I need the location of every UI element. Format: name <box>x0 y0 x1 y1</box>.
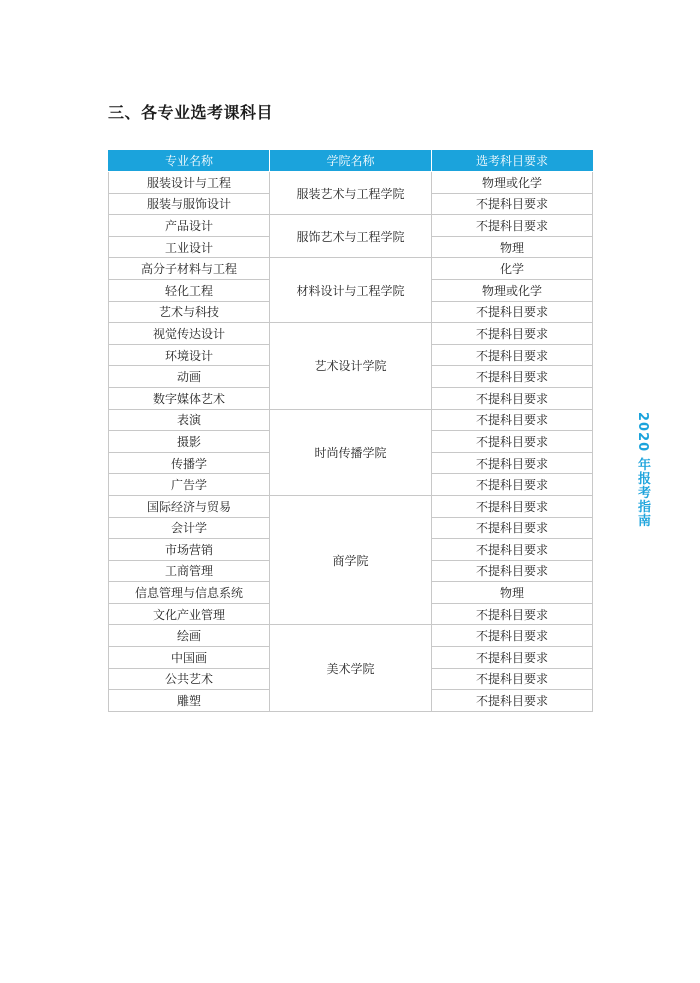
requirement-cell: 不提科目要求 <box>432 495 593 517</box>
major-cell: 服装设计与工程 <box>109 172 270 194</box>
requirement-cell: 不提科目要求 <box>432 690 593 712</box>
header-college: 学院名称 <box>270 150 432 172</box>
college-cell: 材料设计与工程学院 <box>270 258 432 323</box>
requirement-cell: 不提科目要求 <box>432 668 593 690</box>
major-cell: 文化产业管理 <box>109 603 270 625</box>
subject-requirements-table <box>108 150 593 712</box>
requirement-cell: 不提科目要求 <box>432 474 593 496</box>
table-header-row <box>109 150 593 172</box>
requirement-cell: 不提科目要求 <box>432 387 593 409</box>
major-cell: 雕塑 <box>109 690 270 712</box>
requirement-cell: 不提科目要求 <box>432 193 593 215</box>
section-title: 三、各专业选考课科目 <box>108 103 274 122</box>
major-cell: 市场营销 <box>109 539 270 561</box>
college-cell: 服饰艺术与工程学院 <box>270 215 432 258</box>
college-cell: 商学院 <box>270 495 432 625</box>
requirement-cell: 不提科目要求 <box>432 215 593 237</box>
major-cell: 广告学 <box>109 474 270 496</box>
requirement-cell: 不提科目要求 <box>432 323 593 345</box>
requirement-cell: 不提科目要求 <box>432 560 593 582</box>
college-cell: 时尚传播学院 <box>270 409 432 495</box>
requirement-cell: 不提科目要求 <box>432 452 593 474</box>
table-row <box>109 409 593 431</box>
requirement-cell: 化学 <box>432 258 593 280</box>
major-cell: 公共艺术 <box>109 668 270 690</box>
table-row <box>109 323 593 345</box>
table-row <box>109 625 593 647</box>
table-row <box>109 215 593 237</box>
college-cell: 服装艺术与工程学院 <box>270 172 432 215</box>
major-cell: 工商管理 <box>109 560 270 582</box>
header-major: 专业名称 <box>109 150 270 172</box>
major-cell: 传播学 <box>109 452 270 474</box>
requirement-cell: 不提科目要求 <box>432 301 593 323</box>
requirement-cell: 不提科目要求 <box>432 647 593 669</box>
major-cell: 摄影 <box>109 431 270 453</box>
major-cell: 绘画 <box>109 625 270 647</box>
major-cell: 视觉传达设计 <box>109 323 270 345</box>
requirement-cell: 不提科目要求 <box>432 517 593 539</box>
major-cell: 轻化工程 <box>109 279 270 301</box>
major-cell: 中国画 <box>109 647 270 669</box>
table-row <box>109 258 593 280</box>
major-cell: 工业设计 <box>109 236 270 258</box>
requirement-cell: 不提科目要求 <box>432 603 593 625</box>
requirement-cell: 物理 <box>432 236 593 258</box>
college-cell: 艺术设计学院 <box>270 323 432 409</box>
side-label: 2020 年报考指南 <box>635 412 650 528</box>
requirement-cell: 不提科目要求 <box>432 344 593 366</box>
requirement-cell: 不提科目要求 <box>432 625 593 647</box>
major-cell: 高分子材料与工程 <box>109 258 270 280</box>
major-cell: 艺术与科技 <box>109 301 270 323</box>
requirement-cell: 不提科目要求 <box>432 409 593 431</box>
college-cell: 美术学院 <box>270 625 432 711</box>
major-cell: 动画 <box>109 366 270 388</box>
requirement-cell: 物理 <box>432 582 593 604</box>
table-row <box>109 495 593 517</box>
requirement-cell: 物理或化学 <box>432 279 593 301</box>
requirement-cell: 不提科目要求 <box>432 539 593 561</box>
requirement-cell: 物理或化学 <box>432 172 593 194</box>
major-cell: 会计学 <box>109 517 270 539</box>
major-cell: 产品设计 <box>109 215 270 237</box>
major-cell: 信息管理与信息系统 <box>109 582 270 604</box>
major-cell: 环境设计 <box>109 344 270 366</box>
major-cell: 数字媒体艺术 <box>109 387 270 409</box>
header-requirement: 选考科目要求 <box>432 150 593 172</box>
major-cell: 表演 <box>109 409 270 431</box>
requirement-cell: 不提科目要求 <box>432 431 593 453</box>
requirement-cell: 不提科目要求 <box>432 366 593 388</box>
major-cell: 国际经济与贸易 <box>109 495 270 517</box>
table-body <box>109 172 593 712</box>
table-row <box>109 172 593 194</box>
major-cell: 服装与服饰设计 <box>109 193 270 215</box>
